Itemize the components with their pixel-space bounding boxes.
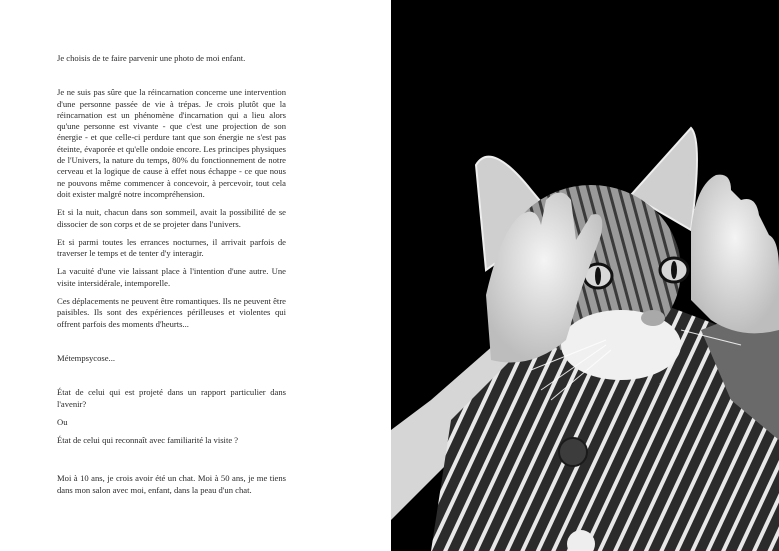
button: [559, 438, 587, 466]
paragraph-night: Et si la nuit, chacun dans son sommeil, avait la possibilité de se dissocier de son corps et de se projeter dans l'univers.: [57, 207, 286, 229]
paragraph-journeys: Ces déplacements ne peuvent être romantiques. Ils ne peuvent être paisibles. Ils sont des expériences périlleuses et violentes qui offrent parfois des moments d'heurts...: [57, 296, 286, 329]
paragraph-question-1: État de celui qui est projeté dans un rapport particulier dans l'avenir?: [57, 387, 286, 409]
cat-child-photo: [391, 0, 779, 551]
paragraph-conclusion: Moi à 10 ans, je crois avoir été un chat. Moi à 50 ans, je me tiens dans mon salon avec moi, enfant, dans la peau d'un chat.: [57, 473, 286, 495]
hand-right: [691, 175, 779, 334]
right-page-photo: [391, 0, 779, 551]
body-text: [57, 53, 286, 503]
paragraph-metempsychosis: Métempsycose...: [57, 352, 115, 363]
cat-nose: [641, 310, 665, 326]
paragraph-intro: Je choisis de te faire parvenir une photo de moi enfant.: [57, 53, 246, 63]
paragraph-or: Ou: [57, 416, 68, 427]
paragraph-wanderings: Et si parmi toutes les errances nocturnes, il arrivait parfois de traverser le temps et de tenter d'y interagir.: [57, 236, 286, 259]
paragraph-vacuity: La vacuité d'une vie laissant place à l'intention d'une autre. Une visite intersidérale, intemporelle.: [57, 266, 286, 288]
paragraph-question-2: État de celui qui reconnaît avec familiarité la visite ?: [57, 435, 239, 446]
paragraph-reincarnation: Je ne suis pas sûre que la réincarnation concerne une intervention d'une personne passée de vie à trépas. Je crois plutôt que la réincarnation est un phénomène d'incarnation qui a lieu alors qu'une personne est vivante - que c'est une projection de son énergie - et que celle-ci perdure tant que son énergie ne s'est pas éteinte, évaporée et qu'elle ondoie encore. Les principes physiques de l'Univers, la nature du temps, 80% du fonctionnement de notre cerveau et la logique de cause à effet nous échappe - ce que nous ne pouvons même commencer à concevoir, à percevoir, tout cela doit exister malgré notre incompréhension.: [57, 87, 286, 199]
